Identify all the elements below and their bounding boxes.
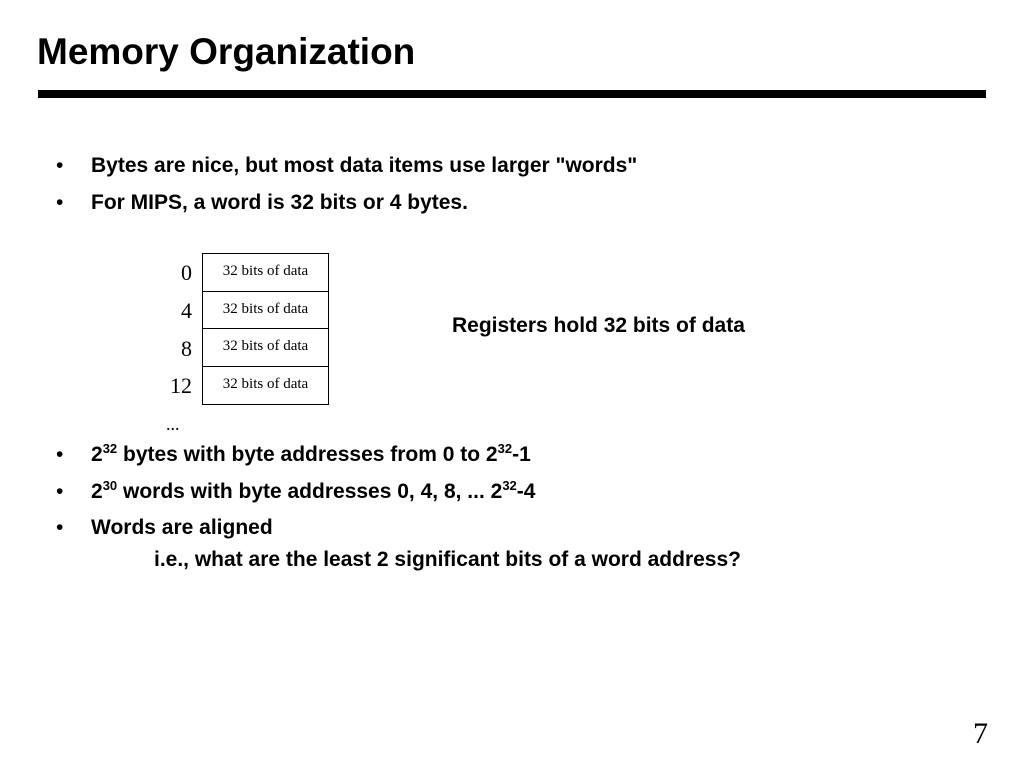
power-exponent: 32	[502, 478, 517, 493]
page-number: 7	[973, 717, 988, 750]
memory-address: 4	[181, 298, 192, 323]
power-exponent: 32	[497, 441, 513, 456]
bullet-marker: •	[56, 191, 64, 214]
bullet-marker: •	[56, 154, 64, 177]
bullet-text-middle: words with byte addresses 0, 4, 8, ... 2	[117, 480, 503, 503]
bullet-text: Words are aligned	[91, 516, 273, 539]
bullet-text-middle: bytes with byte addresses from 0 to 2	[117, 443, 498, 466]
memory-address: 12	[170, 373, 192, 398]
power-exponent: 32	[102, 441, 118, 456]
bullet-text-tail: -4	[516, 480, 536, 503]
bullet-text	[91, 440, 531, 470]
bullet-marker: •	[56, 480, 64, 503]
bullet-subtext: i.e., what are the least 2 significant bits of a word address?	[154, 548, 741, 571]
power-exponent: 30	[102, 478, 118, 493]
memory-word-cell: 32 bits of data	[203, 254, 328, 292]
register-note: Registers hold 32 bits of data	[452, 314, 745, 337]
memory-word-cell: 32 bits of data	[203, 329, 328, 367]
memory-word-cell: 32 bits of data	[222, 375, 309, 392]
title-divider	[38, 90, 986, 98]
memory-word-table	[202, 253, 329, 405]
power-base: 2	[91, 443, 103, 466]
bullet-text-tail: -1	[512, 443, 531, 466]
memory-word-cell: 32 bits of data	[203, 292, 328, 330]
slide-title: Memory Organization	[37, 31, 416, 72]
memory-address: 8	[181, 336, 192, 361]
bullet-text: Bytes are nice, but most data items use larger "words"	[91, 154, 638, 177]
power-base: 2	[91, 480, 103, 503]
memory-address: 0	[181, 260, 192, 285]
bullet-text: For MIPS, a word is 32 bits or 4 bytes.	[91, 191, 468, 214]
bullet-marker: •	[56, 443, 64, 466]
bullet-text	[91, 477, 535, 507]
bullet-marker: •	[56, 516, 64, 539]
memory-ellipsis: ...	[166, 414, 180, 434]
